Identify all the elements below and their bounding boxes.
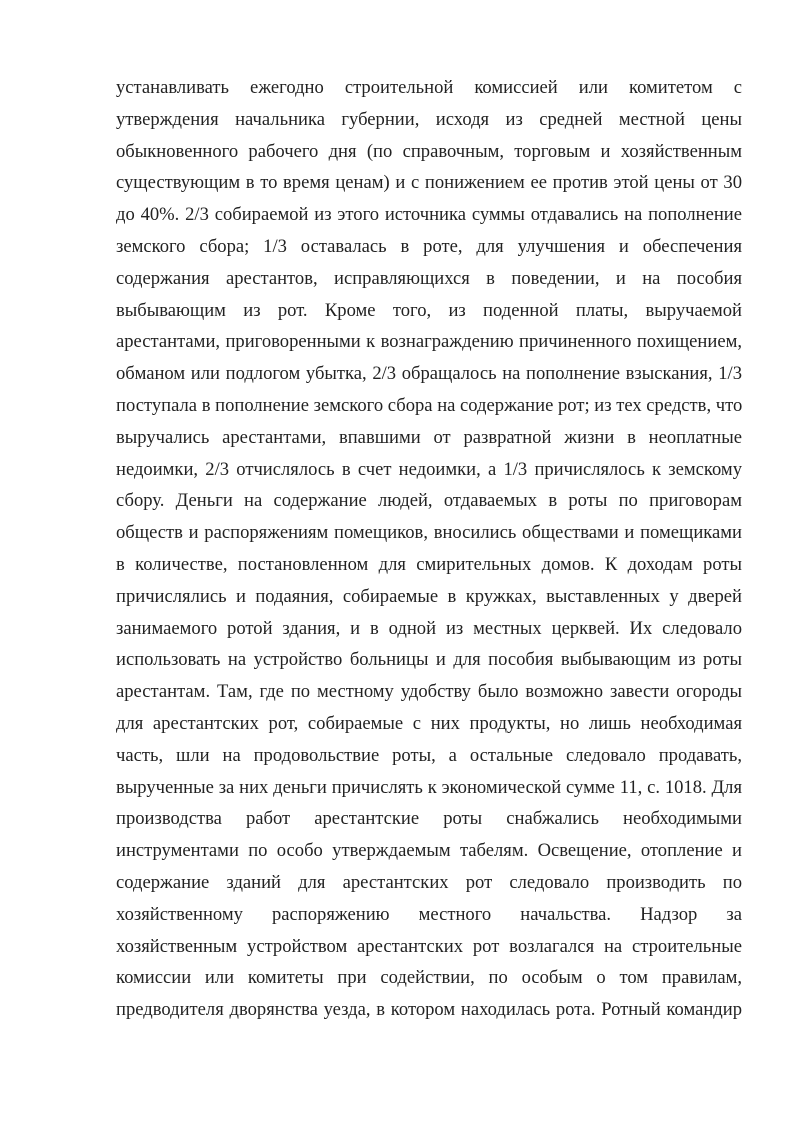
text-line: производства работ арестантские роты снабжались необходимыми [116,808,742,830]
text-line: поступала в пополнение земского сбора на содержание рот; из тех средств, что [116,394,742,416]
text-line: до 40%. 2/3 собираемой из этого источника суммы отдавались на пополнение [116,204,742,226]
text-line: содержание зданий для арестантских рот следовало производить по [116,871,742,893]
text-line: содержания арестантов, исправляющихся в поведении, и на пособия [116,267,742,289]
text-line: хозяйственным устройством арестантских рот возлагался на строительные [116,935,742,957]
text-line: причислялись и подаяния, собираемые в кружках, выставленных у дверей [116,585,742,607]
text-line: недоимки, 2/3 отчислялось в счет недоимки, а 1/3 причислялось к земскому [116,458,742,480]
text-line: выбывающим из рот. Кроме того, из поденной платы, выручаемой [116,299,742,321]
text-line: арестантами, приговоренными к вознаграждению причиненного похищением, [116,331,742,353]
text-line: инструментами по особо утверждаемым табелям. Освещение, отопление и [116,840,742,862]
body-text [116,72,742,1026]
text-line: обыкновенного рабочего дня (по справочным, торговым и хозяйственным [116,140,742,162]
text-line: использовать на устройство больницы и для пособия выбывающим из роты [116,649,742,671]
text-line: занимаемого ротой здания, и в одной из местных церквей. Их следовало [116,617,742,639]
text-line: часть, шли на продовольствие роты, а остальные следовало продавать, [116,744,742,766]
text-line: обманом или подлогом убытка, 2/3 обращалось на пополнение взыскания, 1/3 [116,363,742,385]
text-line: выручались арестантами, впавшими от развратной жизни в неоплатные [116,426,742,448]
text-line: земского сбора; 1/3 оставалась в роте, для улучшения и обеспечения [116,235,742,257]
text-line: устанавливать ежегодно строительной комиссией или комитетом с [116,77,742,98]
text-line: в количестве, постановленном для смирительных домов. К доходам роты [116,553,742,575]
text-line: вырученные за них деньги причислять к экономической сумме 11, с. 1018. Для [116,776,742,798]
text-line: комиссии или комитеты при содействии, по особым о том правилам, [116,967,742,989]
text-line: хозяйственному распоряжению местного начальства. Надзор за [116,903,742,925]
text-line: предводителя дворянства уезда, в котором находилась рота. Ротный командир [116,999,742,1021]
text-line: для арестантских рот, собираемые с них продукты, но лишь необходимая [116,712,742,734]
text-line: арестантам. Там, где по местному удобству было возможно завести огороды [116,681,742,703]
text-line: существующим в то время ценам) и с понижением ее против этой цены от 30 [116,172,742,194]
text-line: утверждения начальника губернии, исходя из средней местной цены [116,108,742,130]
text-line: сбору. Деньги на содержание людей, отдаваемых в роты по приговорам [116,490,742,512]
text-line: обществ и распоряжениям помещиков, вносились обществами и помещиками [116,522,742,544]
